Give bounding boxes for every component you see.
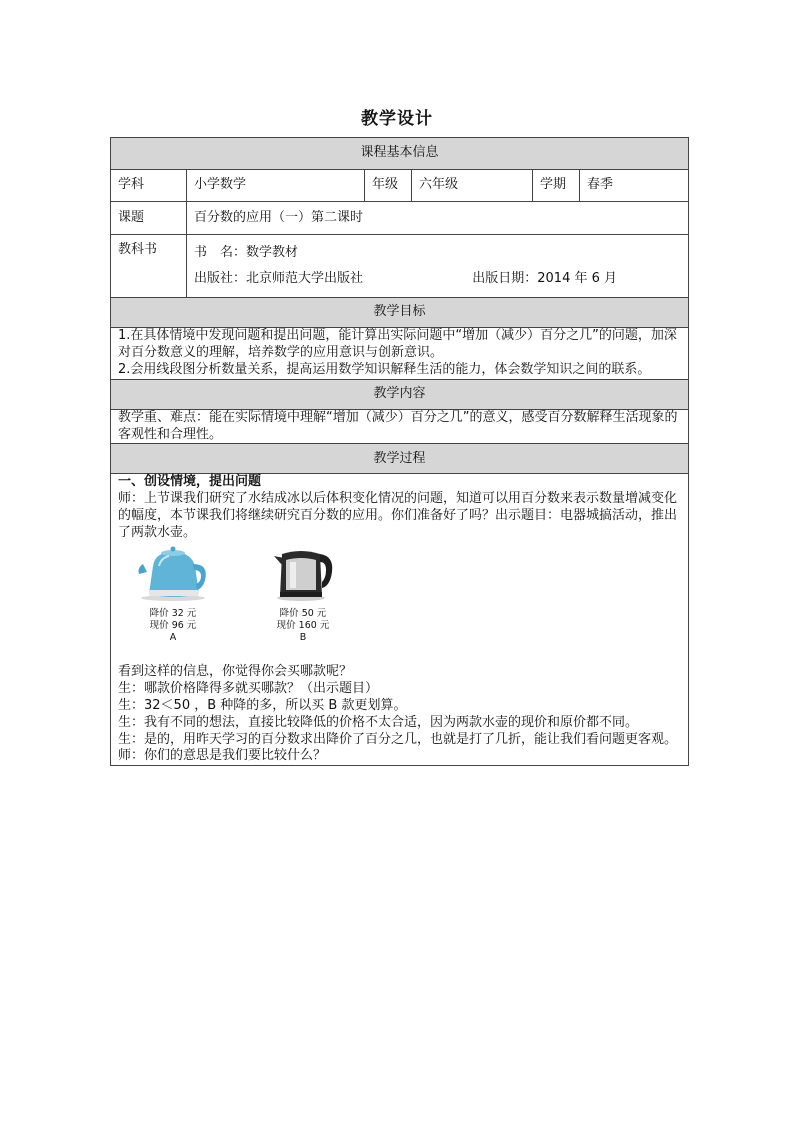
basic-info-row [111,170,689,202]
book-name: 书 名：数学教材 [194,245,299,260]
topic-value: 百分数的应用（一）第二课时 [187,202,689,235]
process-line: 生：哪款价格降得多就买哪款？（出示题目） [118,680,379,696]
subject-value: 小学数学 [187,170,365,202]
objective-item: 2.会用线段图分析数量关系，提高运用数学知识解释生活的能力，体会数学知识之间的联系。 [118,361,651,377]
lesson-plan-table [110,137,689,766]
kettle-a-label: A [169,632,177,644]
objectives-header: 教学目标 [111,298,689,328]
kettle-b-price: 现价 160 元 [276,620,330,632]
process-line: 师：你们的意思是我们要比较什么？ [118,748,327,764]
kettle-a-discount: 降价 32 元 [149,608,197,620]
content-header: 教学内容 [111,379,689,409]
kettle-b-label: B [299,632,307,644]
kettle-b-discount: 降价 50 元 [279,608,327,620]
process-intro: 师：上节课我们研究了水结成冰以后体积变化情况的问题，知道可以用百分数来表示数量增减变化的幅度，本节课我们将继续研究百分数的应用。你们准备好了吗？出示题目：电器城搞活动，推出了两款水壶。 [118,491,678,541]
publish-date: 出版日期：2014 年 6 月 [472,271,618,286]
process-line: 看到这样的信息，你觉得你会买哪款呢？ [118,664,353,680]
textbook-label: 教科书 [111,235,187,298]
content-text: 教学重、难点：能在实际情境中理解“增加（减少）百分之几”的意义，感受百分数解释生活现象的客观性和合理性。 [118,409,678,442]
kettle-a [128,542,218,644]
kettle-images [118,542,681,664]
publisher-row [194,266,681,292]
basic-info-header: 课程基本信息 [111,138,689,170]
process-body [111,474,689,766]
term-label: 学期 [533,170,580,202]
grade-label: 年级 [365,170,412,202]
kettle-b [258,542,348,644]
process-section-title: 一、创设情境，提出问题 [118,474,262,490]
process-line: 生：是的，用昨天学习的百分数求出降价了百分之几，也就是打了几折，能让我们看问题更客观。 [118,731,678,747]
grade-value: 六年级 [412,170,533,202]
objective-item: 1.在具体情境中发现问题和提出问题，能计算出实际问题中“增加（减少）百分之几”的问题，加深对百分数意义的理解，培养数学的应用意识与创新意识。 [118,328,677,360]
objectives-body [111,328,689,380]
process-header: 教学过程 [111,444,689,474]
topic-label: 课题 [111,202,187,235]
steel-kettle-icon [268,542,338,602]
publisher: 出版社：北京师范大学出版社 [194,271,364,286]
kettle-a-price: 现价 96 元 [149,620,197,632]
textbook-info [187,235,689,298]
term-value: 春季 [580,170,689,202]
subject-label: 学科 [111,170,187,202]
process-line: 生：32＜50 ，B 种降的多，所以买 B 款更划算。 [118,697,407,713]
content-body [111,409,689,444]
process-line: 生：我有不同的想法，直接比较降低的价格不太合适，因为两款水壶的现价和原价都不同。 [118,714,639,730]
document-title: 教学设计 [361,109,433,129]
blue-kettle-icon [133,542,213,602]
